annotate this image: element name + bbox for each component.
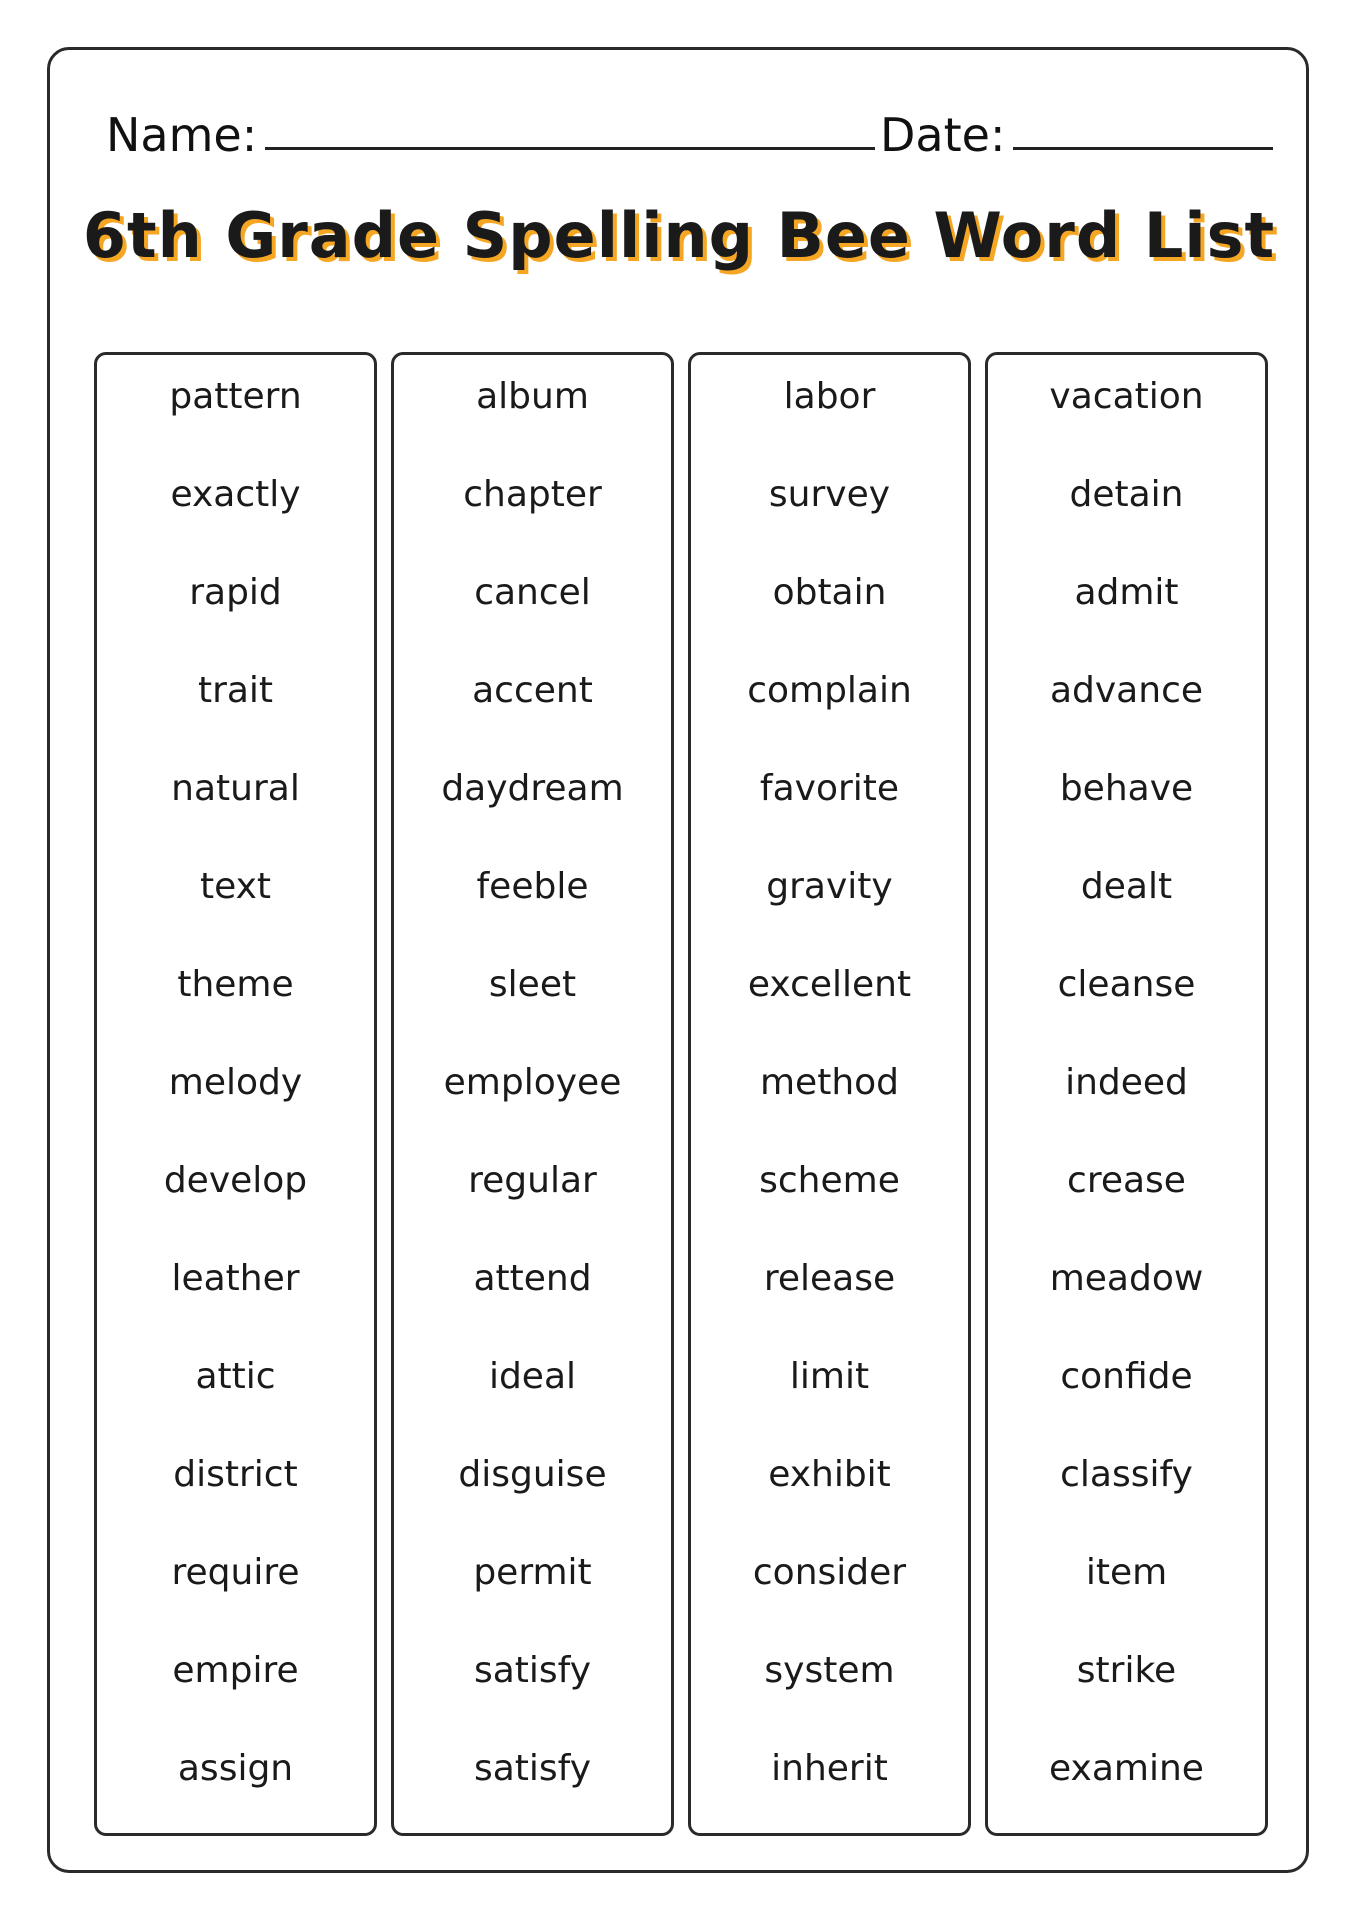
word-item: complain — [747, 670, 912, 711]
word-item: survey — [768, 474, 891, 515]
word-item: attic — [195, 1356, 276, 1397]
word-item: crease — [1067, 1160, 1186, 1201]
date-label: Date: — [880, 108, 1006, 162]
word-item: system — [764, 1650, 895, 1691]
word-item: scheme — [759, 1160, 900, 1201]
word-item: strike — [1076, 1650, 1177, 1691]
word-item: dealt — [1080, 866, 1173, 907]
word-item: feeble — [476, 866, 589, 907]
word-item: assign — [177, 1748, 294, 1789]
word-item: accent — [472, 670, 593, 711]
word-column-2 — [391, 352, 674, 1836]
name-line[interactable] — [265, 146, 875, 150]
word-item: classify — [1060, 1454, 1193, 1495]
word-item: meadow — [1049, 1258, 1204, 1299]
word-item: empire — [172, 1650, 299, 1691]
word-item: obtain — [772, 572, 887, 613]
word-item: pattern — [169, 376, 302, 417]
word-item: sleet — [488, 964, 577, 1005]
word-item: favorite — [759, 768, 900, 809]
word-item: admit — [1074, 572, 1179, 613]
word-item: leather — [171, 1258, 300, 1299]
word-item: satisfy — [473, 1748, 592, 1789]
word-item: limit — [789, 1356, 870, 1397]
word-item: develop — [163, 1160, 308, 1201]
word-item: text — [199, 866, 272, 907]
word-item: indeed — [1065, 1062, 1188, 1103]
word-item: employee — [443, 1062, 622, 1103]
word-item: labor — [783, 376, 876, 417]
word-item: theme — [177, 964, 294, 1005]
word-item: inherit — [771, 1748, 888, 1789]
word-item: excellent — [747, 964, 912, 1005]
word-item: exactly — [170, 474, 301, 515]
header-row — [106, 98, 1261, 162]
word-item: rapid — [189, 572, 282, 613]
word-item: trait — [197, 670, 274, 711]
word-item: attend — [473, 1258, 592, 1299]
word-item: cancel — [474, 572, 591, 613]
word-item: release — [763, 1258, 896, 1299]
word-item: item — [1085, 1552, 1168, 1593]
name-field[interactable] — [106, 98, 875, 162]
word-item: satisfy — [473, 1650, 592, 1691]
word-item: ideal — [488, 1356, 577, 1397]
word-column-3 — [688, 352, 971, 1836]
word-item: melody — [168, 1062, 303, 1103]
word-item: disguise — [458, 1454, 607, 1495]
word-column-4 — [985, 352, 1268, 1836]
word-item: method — [759, 1062, 900, 1103]
word-item: behave — [1059, 768, 1194, 809]
word-item: gravity — [766, 866, 893, 907]
word-item: cleanse — [1057, 964, 1196, 1005]
word-item: consider — [752, 1552, 907, 1593]
word-item: district — [173, 1454, 298, 1495]
word-item: permit — [473, 1552, 592, 1593]
word-item: natural — [171, 768, 300, 809]
word-item: album — [476, 376, 589, 417]
word-item: chapter — [463, 474, 602, 515]
date-line[interactable] — [1013, 146, 1273, 150]
name-label: Name: — [106, 108, 258, 162]
page-title: 6th Grade Spelling Bee Word List — [82, 199, 1276, 272]
word-item: detain — [1069, 474, 1184, 515]
word-column-1 — [94, 352, 377, 1836]
word-item: examine — [1049, 1748, 1204, 1789]
word-item: regular — [468, 1160, 597, 1201]
word-item: exhibit — [768, 1454, 891, 1495]
word-item: confide — [1060, 1356, 1193, 1397]
date-field[interactable] — [880, 98, 1273, 162]
word-item: vacation — [1049, 376, 1204, 417]
word-columns — [94, 352, 1269, 1836]
word-item: require — [171, 1552, 300, 1593]
word-item: daydream — [441, 768, 624, 809]
word-item: advance — [1049, 670, 1204, 711]
